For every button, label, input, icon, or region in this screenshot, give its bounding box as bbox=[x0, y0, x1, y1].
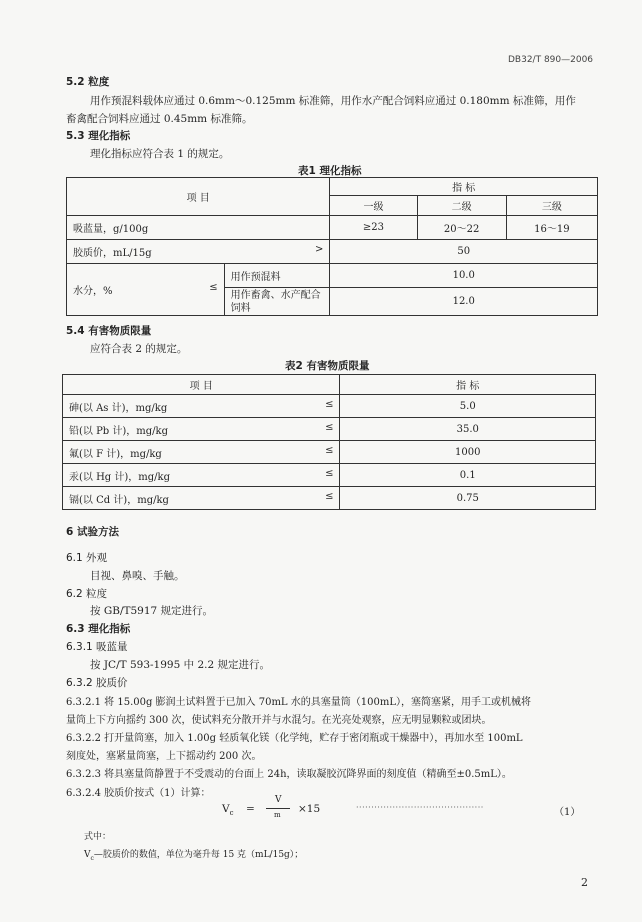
table-2-item: 氟(以 F 计)，mg/kg bbox=[69, 448, 162, 460]
table-row bbox=[67, 216, 598, 240]
table-row bbox=[67, 240, 598, 264]
section-5-2-text-2: 畜禽配合饲料应通过 0.45mm 标准筛。 bbox=[66, 113, 253, 125]
section-6-3-2-3-text: 6.3.2.3 将具塞量筒静置于不受震动的台面上 24h，读取凝胶沉降界面的刻度值（精确至±0.5mL）。 bbox=[66, 769, 512, 780]
table-2-item: 铅(以 Pb 计)，mg/kg bbox=[69, 425, 169, 437]
standard-code: DB32/T 890—2006 bbox=[508, 55, 594, 65]
table-1 bbox=[66, 177, 598, 316]
table-row bbox=[63, 418, 596, 441]
table-2-value: 0.1 bbox=[340, 464, 596, 487]
section-5-3-title: 5.3 理化指标 bbox=[66, 130, 131, 142]
table-1-item-header: 项 目 bbox=[67, 178, 330, 216]
table-2-item: 砷(以 As 计)，mg/kg bbox=[69, 402, 168, 414]
section-6-3-1-title: 6.3.1 吸蓝量 bbox=[66, 641, 128, 653]
section-6-3-2-2-text-1: 6.3.2.2 打开量筒塞，加入 1.00g 轻质氧化镁（化学纯，贮存于密闭瓶或干燥器中），再加水至 100mL bbox=[66, 733, 523, 744]
table-1-subitem: 用作畜禽、水产配合饲料 bbox=[224, 288, 330, 316]
section-5-4-title: 5.4 有害物质限量 bbox=[66, 325, 152, 337]
table-2-value: 5.0 bbox=[340, 395, 596, 418]
formula-number: （1） bbox=[554, 807, 581, 818]
formula-numerator: V bbox=[275, 795, 282, 805]
table-1-symbol: ≤ bbox=[209, 282, 218, 293]
section-6-3-2-4-text: 6.3.2.4 胶质价按式（1）计算： bbox=[66, 788, 211, 799]
table-2-index-header: 指 标 bbox=[340, 375, 596, 395]
table-2-value: 35.0 bbox=[340, 418, 596, 441]
table-row bbox=[67, 264, 598, 288]
table-2 bbox=[62, 374, 596, 510]
table-1-value: 12.0 bbox=[330, 288, 598, 316]
table-1-value: 16～19 bbox=[506, 216, 597, 240]
table-row bbox=[63, 441, 596, 464]
table-1-item: 水分，% bbox=[73, 286, 113, 297]
table-1-subitem: 用作预混料 bbox=[224, 264, 330, 288]
section-6-3-2-title: 6.3.2 胶质价 bbox=[66, 677, 128, 689]
section-6-3-2-1-text-2: 量筒上下方向摇约 300 次，使试料充分散开并与水混匀。在光亮处观察，应无明显颗粒或团块。 bbox=[66, 715, 492, 726]
table-2-symbol: ≤ bbox=[325, 490, 334, 502]
table-1-index-header: 指 标 bbox=[330, 178, 598, 196]
section-5-2-title: 5.2 粒度 bbox=[66, 76, 110, 88]
section-5-3-text: 理化指标应符合表 1 的规定。 bbox=[90, 148, 230, 160]
table-2-item: 镉(以 Cd 计)，mg/kg bbox=[69, 494, 169, 506]
grade-1-header: 一级 bbox=[330, 196, 417, 216]
table-2-symbol: ≤ bbox=[325, 421, 334, 433]
formula-multiplier: ×15 bbox=[298, 803, 321, 815]
table-2-value: 1000 bbox=[340, 441, 596, 464]
table-1-value: 20～22 bbox=[417, 216, 506, 240]
table-2-item-header: 项 目 bbox=[63, 375, 340, 395]
section-6-2-title: 6.2 粒度 bbox=[66, 588, 108, 600]
table-2-value: 0.75 bbox=[340, 487, 596, 510]
section-5-2-text-1: 用作预混料载体应通过 0.6mm～0.125mm 标准筛，用作水产配合饲料应通过 0.180mm 标准筛，用作 bbox=[90, 95, 576, 107]
page-number: 2 bbox=[581, 876, 588, 889]
section-6-3-2-2-text-2: 刻度处，塞紧量筒塞，上下摇动约 200 次。 bbox=[66, 751, 262, 762]
section-6-3-1-text: 按 JC/T 593-1995 中 2.2 规定进行。 bbox=[90, 659, 270, 671]
section-6-2-text: 按 GB/T5917 规定进行。 bbox=[90, 605, 214, 617]
table-2-caption: 表2 有害物质限量 bbox=[285, 360, 370, 372]
grade-3-header: 三级 bbox=[506, 196, 597, 216]
formula-lhs: $V_c$ bbox=[222, 803, 234, 818]
table-1-symbol: > bbox=[315, 244, 324, 255]
table-1-value: 10.0 bbox=[330, 264, 598, 288]
vc-definition: $V_c—$胶质价的数值，单位为毫升每 15 克（mL/15g）； bbox=[84, 850, 304, 862]
table-1-value: 50 bbox=[330, 240, 598, 264]
formula-leader-dots: ·········································· bbox=[356, 803, 484, 812]
section-6-title: 6 试验方法 bbox=[66, 526, 119, 538]
table-row bbox=[63, 487, 596, 510]
section-6-1-title: 6.1 外观 bbox=[66, 552, 108, 564]
table-row bbox=[63, 395, 596, 418]
fraction-bar bbox=[266, 808, 290, 809]
table-2-item: 汞(以 Hg 计)，mg/kg bbox=[69, 471, 170, 483]
table-1-caption: 表1 理化指标 bbox=[298, 165, 362, 177]
table-2-symbol: ≤ bbox=[325, 467, 334, 479]
formula-equals: = bbox=[246, 803, 255, 815]
formula-denominator: m bbox=[274, 811, 281, 819]
grade-2-header: 二级 bbox=[417, 196, 506, 216]
table-2-symbol: ≤ bbox=[325, 398, 334, 410]
table-1-item: 吸蓝量，g/100g bbox=[67, 216, 330, 240]
section-6-3-2-1-text-1: 6.3.2.1 将 15.00g 膨润土试料置于已加入 70mL 水的具塞量筒（100mL），塞简塞紧，用手工或机械将 bbox=[66, 697, 531, 708]
table-row bbox=[63, 464, 596, 487]
table-1-value: ≥23 bbox=[330, 216, 417, 240]
table-1-item: 胶质价，mL/15g bbox=[73, 248, 152, 259]
where-label: 式中： bbox=[84, 832, 112, 842]
section-6-1-text: 目视、鼻嗅、手触。 bbox=[90, 570, 185, 582]
section-6-3-title: 6.3 理化指标 bbox=[66, 623, 131, 635]
section-5-4-text: 应符合表 2 的规定。 bbox=[90, 343, 188, 355]
table-2-symbol: ≤ bbox=[325, 444, 334, 456]
